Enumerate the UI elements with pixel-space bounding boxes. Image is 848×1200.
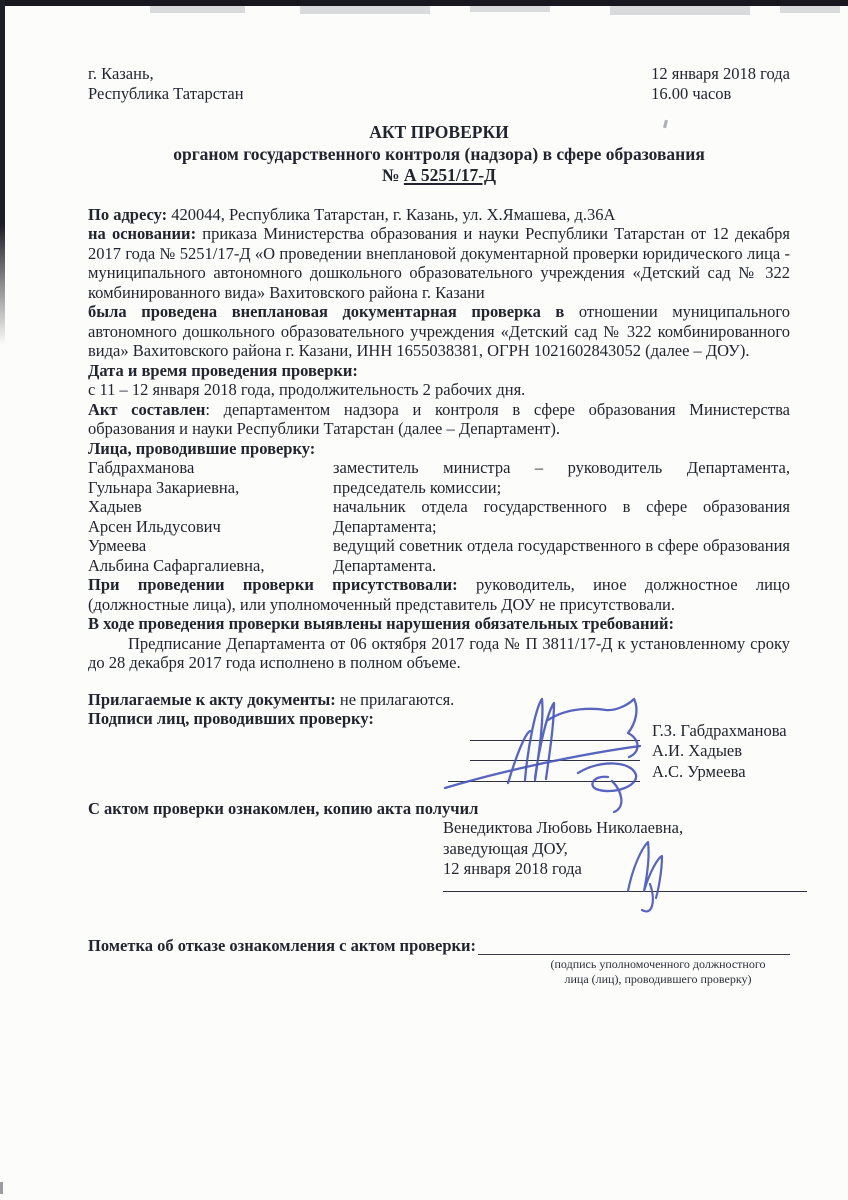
scan-artifact-left-edge [0,0,5,345]
document-title [88,122,790,187]
location-line-1: г. Казань, [88,64,154,83]
title-line-1: АКТ ПРОВЕРКИ [369,122,509,142]
paragraph-composed [88,400,790,439]
signer-name: А.С. Урмеева [652,762,746,781]
acknowledger-name: Венедиктова Любовь Николаевна, [443,818,684,837]
inspector-surname: Хадыев [88,497,142,516]
conducted-label: была проведена внеплановая документарная проверка в [88,302,565,321]
document-body [88,205,790,988]
scan-artifact-bottom-speck [0,1182,3,1194]
address-text: 420044, Республика Татарстан, г. Казань, ул. Х.Ямашева, д.36А [167,204,616,224]
location-line-2: Республика Татарстан [88,84,244,103]
composed-label: Акт составлен [88,399,206,419]
scan-artifact-patch [780,6,840,13]
basis-text: приказа Министерства образования и науки Республики Татарстан от 12 декабря 2017 года № 5251/17-Д «О проведении внеплановой документарной проверки юридического лица - муниципального автономного дошкольного образовательного учреждения «Детский сад № 322 комбинированного вида» Вахитовского района г. Казани [88,224,790,302]
title-line-2: органом государственного контроля (надзора) в сфере образования [173,143,705,164]
scan-artifact-patch [300,6,430,14]
acknowledgment-heading: С актом проверки ознакомлен, копию акта получил [88,798,479,818]
signer-name: А.И. Хадыев [652,741,743,760]
signature-row [470,723,787,741]
paragraph-attachments [88,690,790,710]
signatures-heading: Подписи лиц, проводивших проверку: [88,709,374,728]
refusal-caption-line-1: (подпись уполномоченного должностного [550,957,766,971]
act-number-value: А 5251/17-Д [403,165,497,185]
signature-line [470,743,640,761]
inspector-row [88,497,790,536]
title-act-number [88,165,790,187]
header-datetime [651,64,790,104]
presence-text: руководитель, иное должностное лицо (должностные лица), или уполномоченный представитель ДОУ не присутствовали. [88,575,790,614]
scan-artifact-patch [470,6,550,12]
inspector-surname: Урмеева [88,536,147,555]
inspector-given-names: Альбина Сафаргалиевна, [88,555,265,575]
refusal-note-row [88,936,790,956]
inspectors-list [88,458,790,575]
conducted-text: отношении муниципального автономного дошкольного образовательного учреждения «Детский сад № 322 комбинированного вида» Вахитовского района г. Казани, ИНН 1655038381, ОГРН 1021602843052 (далее – ДОУ). [88,302,790,360]
inspector-role: ведущий советник отдела государственного в сфере образования Департамента. [333,536,790,575]
refusal-caption [508,957,808,987]
inspector-surname: Габдрахманова [88,458,195,477]
document-header [88,64,790,104]
header-location [88,64,244,104]
inspector-given-names: Гульнара Закариевна, [88,477,240,497]
signature-row [448,764,746,782]
paragraph-conducted [88,302,790,361]
inspector-role: заместитель министра – руководитель Департамента, председатель комиссии; [333,458,790,497]
scan-artifact-patch [610,6,750,15]
signature-line [470,723,640,741]
presence-label: При проведении проверки присутствовали: [88,575,458,594]
violations-text: Предписание Департамента от 06 октября 2017 года № П 3811/17-Д к установленному сроку до 28 декабря 2017 года исполнено в полном объеме. [88,633,790,672]
attachments-label: Прилагаемые к акту документы: [88,689,336,709]
signer-name: Г.З. Габдрахманова [652,721,787,740]
paragraph-presence [88,575,790,614]
composed-text: : департаментом надзора и контроля в сфере образования Министерства образования и науки Республики Татарстан (далее – Департамент). [88,399,790,438]
paragraph-basis [88,224,790,302]
inspector-row [88,458,790,497]
act-number-prefix: № [381,165,404,185]
acknowledgment-block [443,818,815,892]
document-content [88,64,790,987]
dates-text: с 11 – 12 января 2018 года, продолжительность 2 рабочих дня. [88,380,526,399]
paragraph-address [88,205,790,225]
dates-heading: Дата и время проведения проверки: [88,360,358,380]
acknowledgment-signature-line [443,885,807,892]
acknowledger-position: заведующая ДОУ, [443,838,568,858]
inspector-name [88,458,333,497]
attachments-text: не прилагаются. [335,689,455,709]
scan-artifact-patch [150,6,245,13]
refusal-caption-line-2: лица (лиц), проводившего проверку) [564,972,752,986]
refusal-signature-line [478,939,790,955]
date-line: 12 января 2018 года [651,64,790,83]
inspector-role: начальник отдела государственного в сфере образования Департамента; [333,497,790,536]
refusal-label: Пометка об отказе ознакомления с актом проверки: [88,935,476,955]
inspector-name [88,497,333,536]
signature-line [448,764,640,782]
inspectors-heading: Лица, проводившие проверку: [88,438,316,458]
inspector-name [88,536,333,575]
acknowledgment-date: 12 января 2018 года [443,859,582,878]
address-label: По адресу: [88,204,168,224]
inspector-row [88,536,790,575]
signature-row [470,743,742,761]
time-line: 16.00 часов [651,84,732,103]
inspector-given-names: Арсен Ильдусович [88,516,221,536]
basis-label: на основании: [88,224,197,243]
violations-heading: В ходе проведения проверки выявлены нарушения обязательных требований: [88,614,674,633]
signatures-block [88,721,790,799]
